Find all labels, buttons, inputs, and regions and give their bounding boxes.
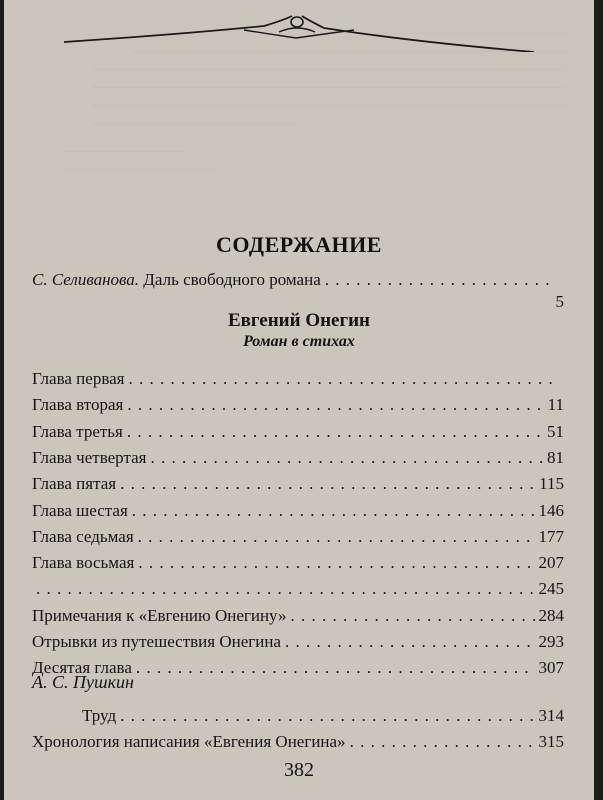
book-page — [4, 0, 594, 800]
toc-entry[interactable]: Глава восьмая . . . 207 — [32, 549, 564, 573]
leader-dots — [127, 395, 543, 415]
leader-dots — [285, 632, 535, 652]
toc-entry[interactable]: Глава первая . . . — [32, 365, 564, 389]
book-subtitle: Роман в стихах — [243, 333, 355, 350]
toc-entry[interactable]: Хронология написания «Евгения Онегина» . . . 315 — [32, 728, 564, 752]
leader-dots — [136, 658, 535, 678]
toc-entry[interactable]: Отрывки из путешествия Онегина . . . 293 — [32, 628, 564, 652]
toc-entry[interactable]: Глава вторая . . . 11 — [32, 391, 564, 415]
toc-entry[interactable]: Десятая глава . . . 307 — [32, 654, 564, 678]
toc-entry-intro[interactable] — [32, 266, 564, 311]
leader-dots — [325, 270, 552, 290]
contents-heading: СОДЕРЖАНИЕ — [216, 232, 382, 257]
leader-dots — [129, 369, 561, 389]
book-title: Евгений Онегин — [227, 310, 371, 331]
toc-entry[interactable]: . . . 245 — [32, 575, 564, 599]
leader-dots — [150, 448, 543, 468]
page-number: 382 — [284, 759, 314, 781]
leader-dots — [120, 474, 535, 494]
leader-dots — [127, 422, 543, 442]
toc-entry[interactable]: Примечания к «Евгению Онегину» . . . 284 — [32, 602, 564, 626]
section-author: А. С. Пушкин — [32, 672, 134, 692]
intro-page: 5 — [555, 292, 564, 311]
toc-entry[interactable]: Труд . . . 314 — [82, 702, 564, 726]
leader-dots — [132, 501, 535, 521]
leader-dots — [138, 553, 534, 573]
leader-dots — [36, 579, 535, 599]
leader-dots — [350, 732, 535, 752]
toc-entry[interactable]: Глава третья . . . 51 — [32, 418, 564, 442]
toc-entry[interactable]: Глава шестая . . . 146 — [32, 497, 564, 521]
toc-entry[interactable]: Глава четвертая . . . 81 — [32, 444, 564, 468]
leader-dots — [120, 706, 534, 726]
intro-title: Даль свободного романа — [143, 270, 321, 289]
leader-dots — [138, 527, 535, 547]
leader-dots — [291, 606, 535, 626]
intro-author: С. Селиванова. — [32, 270, 140, 289]
decorative-ornament — [64, 12, 534, 52]
toc-entry[interactable]: Глава пятая . . . 115 — [32, 470, 564, 494]
toc-entry[interactable]: Глава седьмая . . . 177 — [32, 523, 564, 547]
